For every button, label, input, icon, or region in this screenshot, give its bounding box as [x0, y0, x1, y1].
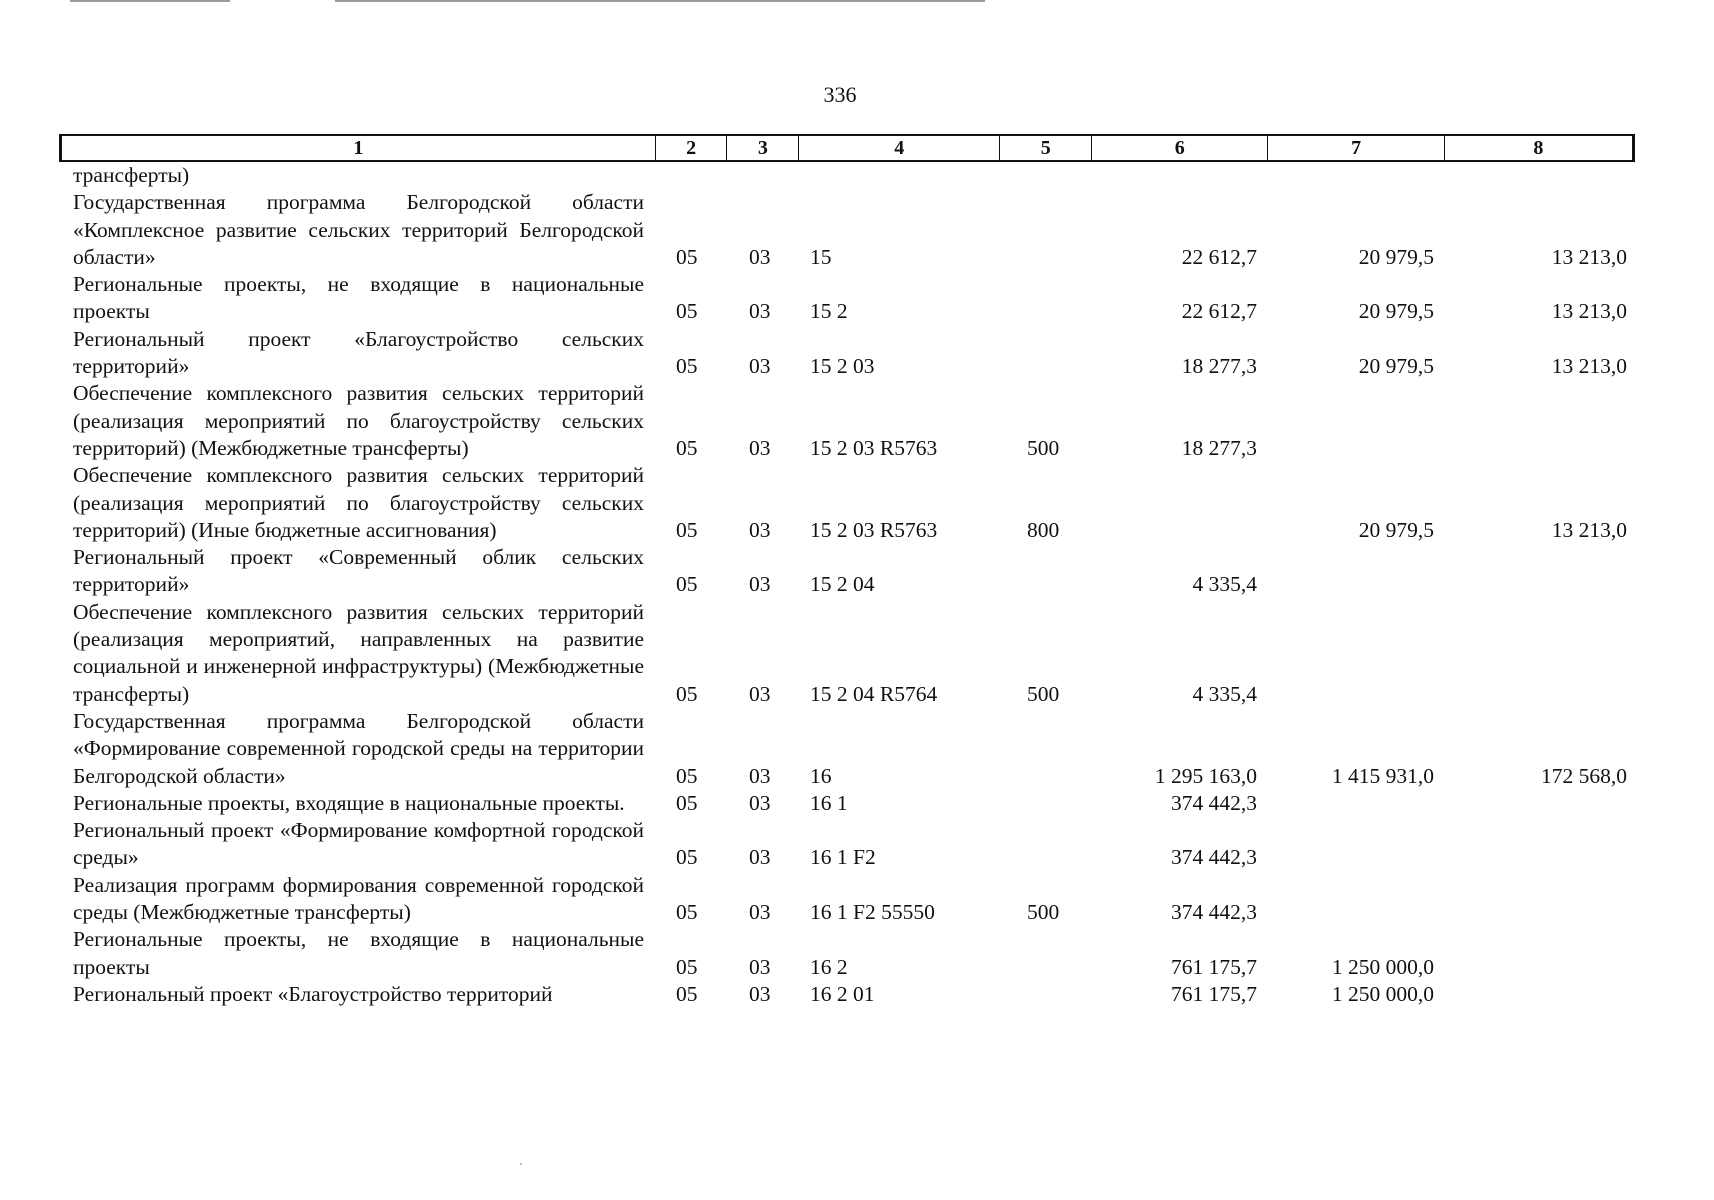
cell-col-2: 05 [676, 244, 698, 269]
cell-col-6: 374 442,3 [1171, 845, 1257, 870]
header-col-6: 6 [1092, 136, 1268, 160]
row-description: Реализация программ формирования современной городской среды (Межбюджетные трансферты) [73, 872, 644, 925]
cell-col-4: 15 2 03 R5763 [810, 517, 938, 542]
page-number: 336 [823, 82, 857, 107]
cell-col-6: 22 612,7 [1181, 299, 1257, 324]
cell-col-2: 05 [676, 845, 698, 870]
cell-col-7: 1 415 931,0 [1331, 763, 1434, 788]
header-col-5: 5 [1000, 136, 1092, 160]
row-description: Региональные проекты, не входящие в национальные проекты [73, 927, 644, 979]
cell-col-2: 05 [676, 763, 698, 788]
cell-col-3: 03 [749, 435, 771, 460]
cell-col-4: 15 2 04 [810, 572, 875, 597]
row-description: трансферты) [73, 163, 190, 187]
table-row [0, 326, 1714, 381]
cell-col-7: 20 979,5 [1358, 517, 1434, 542]
header-col-4: 4 [799, 136, 1000, 160]
cell-col-4: 15 2 03 R5763 [810, 435, 938, 460]
cell-col-4: 16 2 01 [810, 981, 875, 1006]
cell-col-3: 03 [749, 790, 771, 815]
cell-col-2: 05 [676, 517, 698, 542]
cell-col-8: 13 213,0 [1551, 517, 1627, 542]
table-row [0, 380, 1714, 462]
cell-col-4: 15 2 [810, 299, 848, 324]
table-row [0, 790, 1714, 817]
cell-col-3: 03 [749, 981, 771, 1006]
row-description: Государственная программа Белгородской области «Формирование современной городской среды на территории Белгородской области» [73, 708, 644, 788]
cell-col-4: 15 2 04 R5764 [810, 681, 938, 706]
row-description: Региональный проект «Современный облик сельских территорий» [73, 545, 644, 597]
row-description: Обеспечение комплексного развития сельских территорий (реализация мероприятий по благоустройству сельских территорий) (Межбюджетные трансферты) [73, 381, 644, 460]
cell-col-2: 05 [676, 572, 698, 597]
cell-col-3: 03 [749, 681, 771, 706]
table-body [0, 162, 1714, 1008]
table-row [0, 462, 1714, 544]
cell-col-6: 18 277,3 [1181, 354, 1257, 379]
row-description: Региональный проект «Благоустройство территорий [73, 981, 553, 1006]
cell-col-3: 03 [749, 900, 771, 925]
cell-col-3: 03 [749, 763, 771, 788]
header-col-7: 7 [1268, 136, 1444, 160]
cell-col-7: 1 250 000,0 [1331, 954, 1434, 979]
table-row [0, 189, 1714, 271]
cell-col-7: 20 979,5 [1358, 244, 1434, 269]
cell-col-2: 05 [676, 954, 698, 979]
cell-col-6: 4 335,4 [1192, 681, 1257, 706]
cell-col-4: 15 2 03 [810, 354, 875, 379]
cell-col-7: 1 250 000,0 [1331, 981, 1434, 1006]
table-row [0, 271, 1714, 326]
scan-top-line [335, 0, 985, 2]
cell-col-4: 16 2 [810, 954, 848, 979]
cell-col-3: 03 [749, 845, 771, 870]
row-description: Региональные проекты, не входящие в национальные проекты [73, 272, 644, 324]
scan-speck [520, 1163, 522, 1165]
cell-col-8: 13 213,0 [1551, 244, 1627, 269]
cell-col-7: 20 979,5 [1358, 299, 1434, 324]
cell-col-6: 761 175,7 [1171, 981, 1257, 1006]
row-description: Обеспечение комплексного развития сельских территорий (реализация мероприятий по благоустройству сельских территорий) (Иные бюджетные ассигнования) [73, 463, 644, 542]
cell-col-6: 1 295 163,0 [1154, 763, 1257, 788]
cell-col-3: 03 [749, 517, 771, 542]
cell-col-6: 374 442,3 [1171, 790, 1257, 815]
cell-col-5: 500 [1027, 681, 1060, 706]
row-description: Региональный проект «Формирование комфортной городской среды» [73, 818, 644, 870]
cell-col-2: 05 [676, 790, 698, 815]
cell-col-4: 16 1 F2 [810, 845, 876, 870]
cell-col-6: 22 612,7 [1181, 244, 1257, 269]
cell-col-6: 374 442,3 [1171, 900, 1257, 925]
cell-col-7: 20 979,5 [1358, 354, 1434, 379]
cell-col-4: 15 [810, 244, 832, 269]
row-description: Региональные проекты, входящие в национальные проекты. [73, 790, 625, 815]
cell-col-2: 05 [676, 354, 698, 379]
table-row [0, 817, 1714, 872]
cell-col-3: 03 [749, 954, 771, 979]
cell-col-3: 03 [749, 244, 771, 269]
header-col-1: 1 [62, 136, 656, 160]
cell-col-6: 4 335,4 [1192, 572, 1257, 597]
cell-col-6: 18 277,3 [1181, 435, 1257, 460]
header-col-2: 2 [656, 136, 728, 160]
cell-col-3: 03 [749, 354, 771, 379]
table-row [0, 544, 1714, 599]
table-row [0, 708, 1714, 790]
row-description: Государственная программа Белгородской области «Комплексное развитие сельских территорий Белгородской области» [73, 190, 644, 269]
cell-col-5: 800 [1027, 517, 1060, 542]
cell-col-8: 13 213,0 [1551, 299, 1627, 324]
header-col-3: 3 [727, 136, 799, 160]
cell-col-4: 16 1 F2 55550 [810, 900, 935, 925]
header-col-8: 8 [1533, 136, 1544, 159]
row-description: Региональный проект «Благоустройство сельских территорий» [73, 326, 644, 379]
row-description: Обеспечение комплексного развития сельских территорий (реализация мероприятий, направленных на развитие социальной и инженерной инфраструктуры) (Межбюджетные трансферты) [73, 599, 644, 706]
cell-col-8: 172 568,0 [1541, 763, 1627, 788]
cell-col-2: 05 [676, 681, 698, 706]
table-header [59, 134, 1635, 162]
cell-col-2: 05 [676, 900, 698, 925]
table-row [0, 872, 1714, 927]
cell-col-5: 500 [1027, 435, 1060, 460]
cell-col-8: 13 213,0 [1551, 354, 1627, 379]
table-row [0, 926, 1714, 981]
cell-col-3: 03 [749, 572, 771, 597]
cell-col-6: 761 175,7 [1171, 954, 1257, 979]
table-row [0, 162, 1714, 189]
cell-col-5: 500 [1027, 900, 1060, 925]
cell-col-2: 05 [676, 981, 698, 1006]
table-row [0, 599, 1714, 708]
scan-top-line [70, 0, 230, 2]
cell-col-2: 05 [676, 299, 698, 324]
table-row [0, 981, 1714, 1008]
cell-col-4: 16 1 [810, 790, 848, 815]
cell-col-3: 03 [749, 299, 771, 324]
cell-col-2: 05 [676, 435, 698, 460]
cell-col-4: 16 [810, 763, 832, 788]
